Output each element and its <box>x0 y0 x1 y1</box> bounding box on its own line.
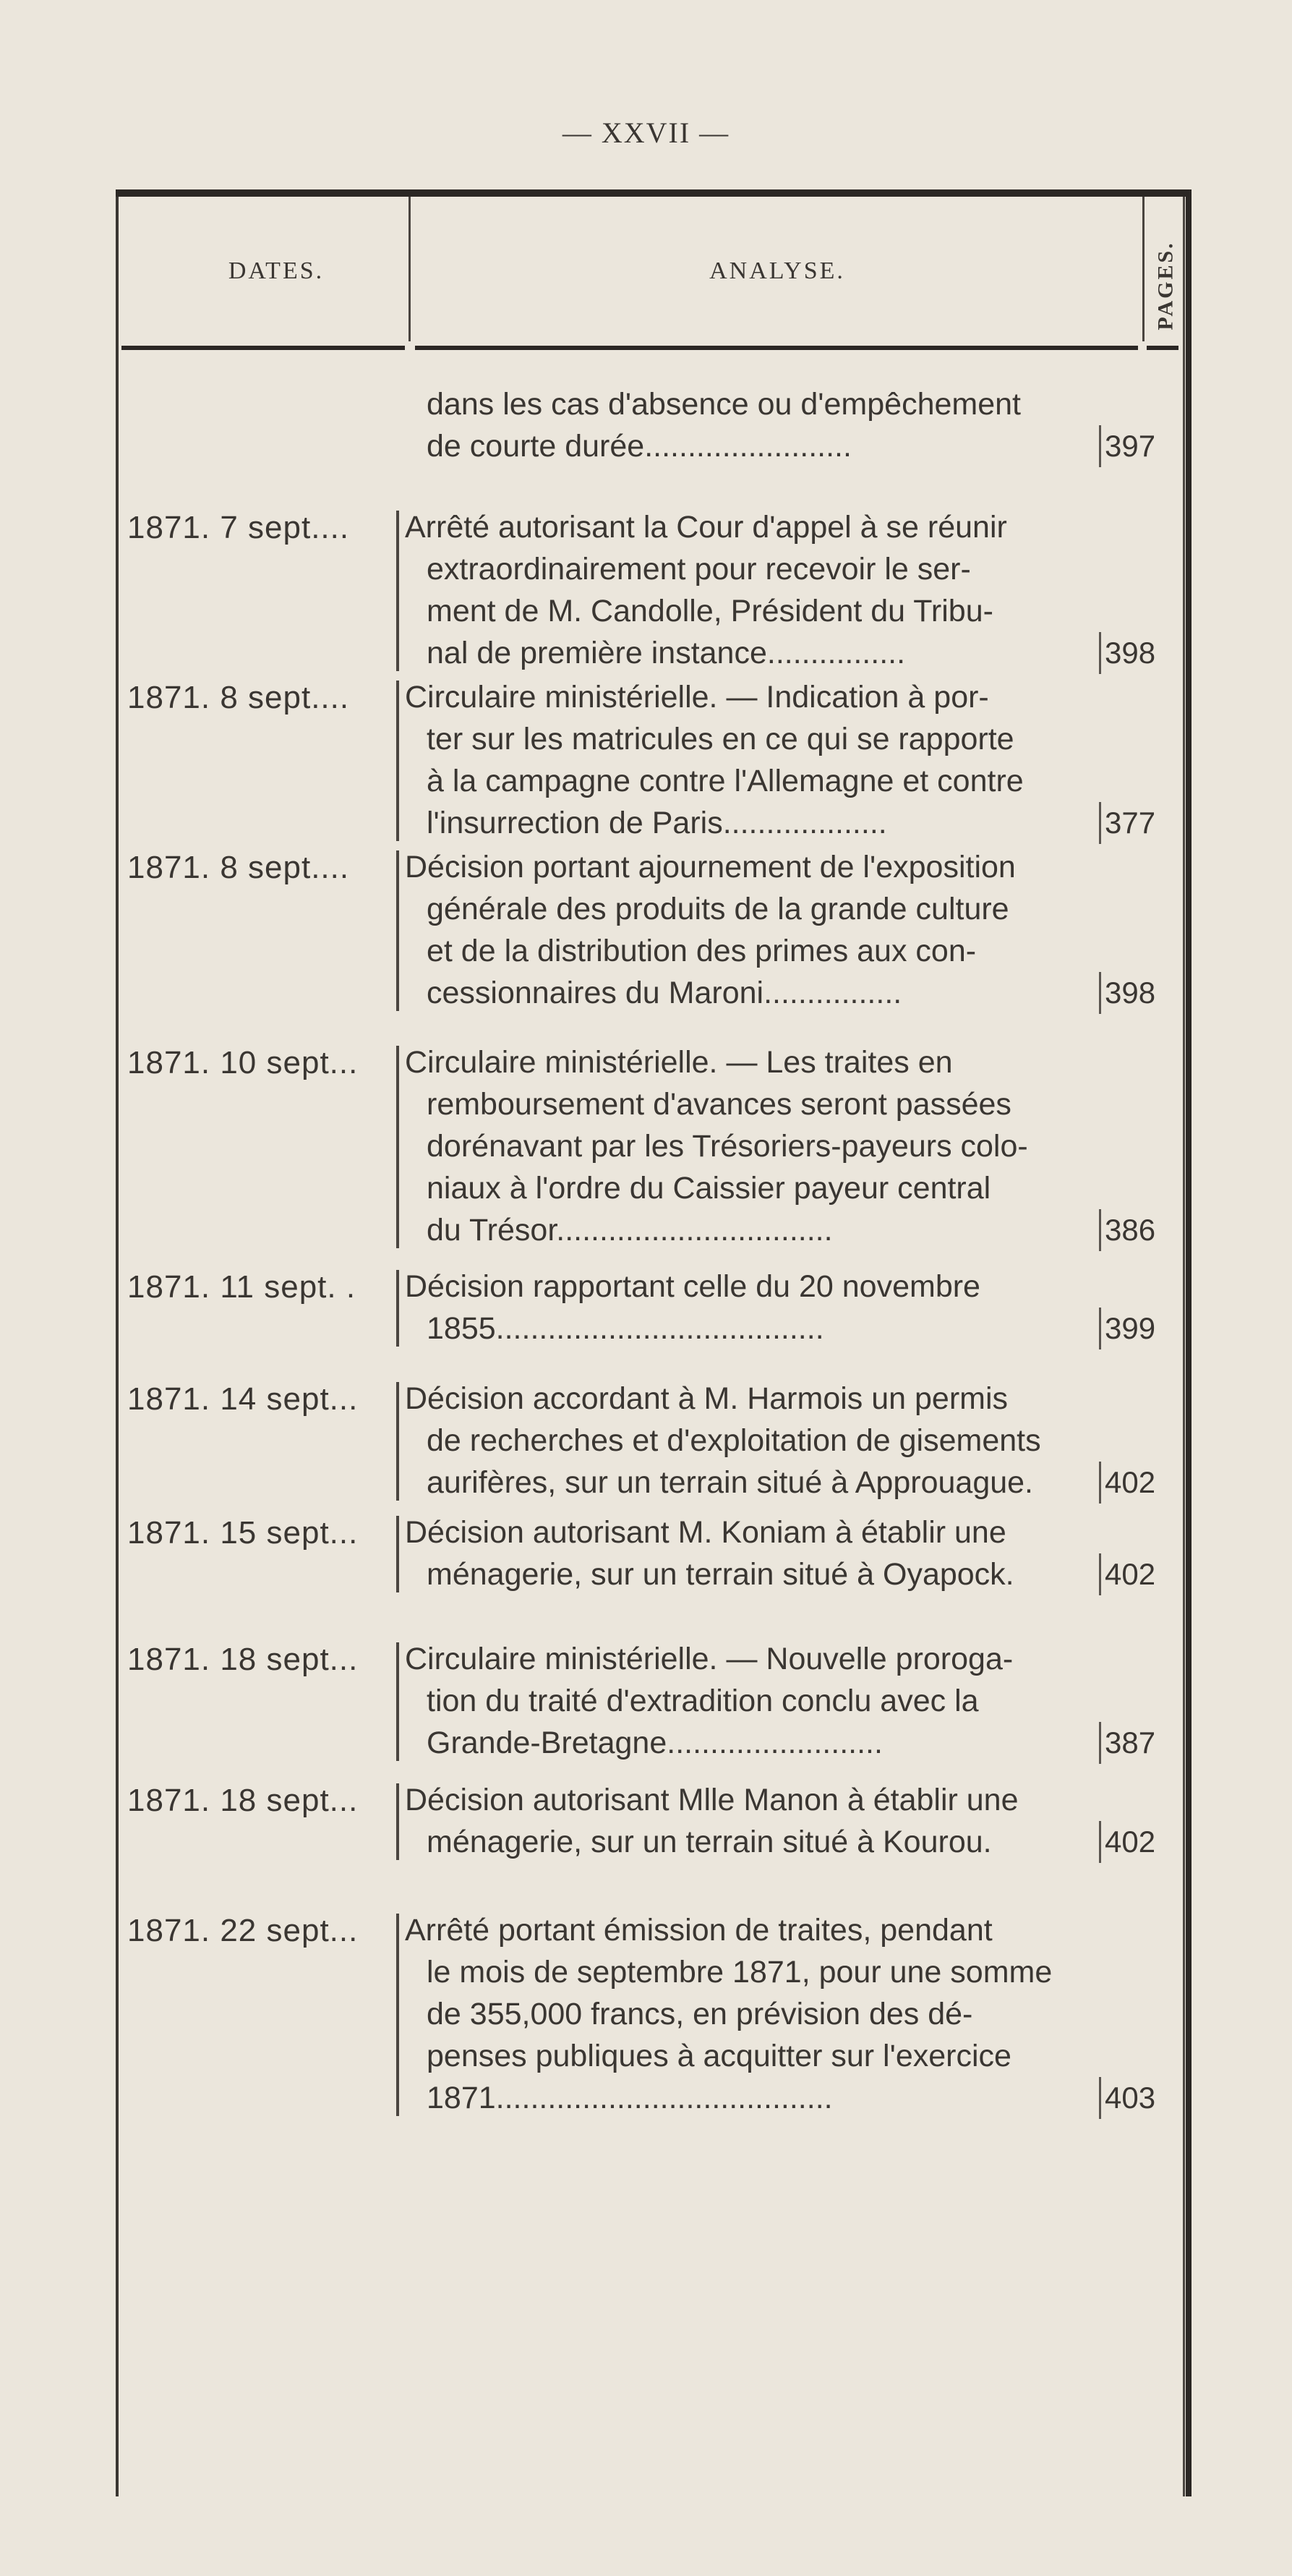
analysis-line: Circulaire ministérielle. — Nouvelle proroga- <box>405 1642 1014 1676</box>
right-inner-rule <box>1183 197 1185 2496</box>
entry-page-number: 386 <box>1105 1213 1156 1247</box>
analysis-line: Circulaire ministérielle. — Les traites en <box>405 1045 953 1080</box>
page-rule <box>1099 1462 1101 1504</box>
entry-page-number: 397 <box>1105 429 1156 463</box>
analysis-line: Arrêté autorisant la Cour d'appel à se réunir <box>405 510 1007 545</box>
entry-date: 1871. 22 sept... <box>127 1913 359 1948</box>
entry-date: 1871. 18 sept... <box>127 1783 359 1818</box>
column-header-pages: PAGES. <box>1154 241 1178 330</box>
entry-page-number: 402 <box>1105 1557 1156 1591</box>
analysis-line: du Trésor................................ <box>427 1213 833 1248</box>
entry-bracket <box>396 681 399 841</box>
entry-date: 1871. 8 sept.... <box>127 680 350 715</box>
entry-bracket <box>396 1516 399 1592</box>
page-rule <box>1099 1722 1101 1764</box>
entry-date: 1871. 10 sept... <box>127 1045 359 1080</box>
column-header-dates: DATES. <box>228 257 325 284</box>
page-rule <box>1099 802 1101 844</box>
entry-analysis <box>405 1041 1099 1251</box>
analysis-line: ménagerie, sur un terrain situé à Kourou. <box>427 1825 992 1859</box>
analysis-line: dans les cas d'absence ou d'empêchement <box>427 387 1021 422</box>
entry-bracket <box>396 850 399 1011</box>
entry-analysis <box>405 1266 1099 1349</box>
analysis-line: Circulaire ministérielle. — Indication à por- <box>405 680 989 715</box>
analysis-line: niaux à l'ordre du Caissier payeur central <box>427 1171 991 1206</box>
analysis-line: de courte durée........................ <box>427 429 852 464</box>
analysis-line: à la campagne contre l'Allemagne et contre <box>427 764 1024 798</box>
entry-page-number: 402 <box>1105 1465 1156 1499</box>
entry-page-number: 398 <box>1105 636 1156 670</box>
analysis-line: extraordinairement pour recevoir le ser- <box>427 552 971 587</box>
page-header: — XXVII — <box>562 116 730 149</box>
analysis-line: Décision accordant à M. Harmois un permis <box>405 1381 1009 1416</box>
analysis-line: Décision autorisant Mlle Manon à établir une <box>405 1783 1019 1817</box>
page-rule <box>1099 1209 1101 1251</box>
entry-analysis <box>405 1511 1099 1595</box>
page-rule <box>1099 425 1101 467</box>
analysis-line: cessionnaires du Maroni................ <box>427 976 902 1010</box>
analysis-line: et de la distribution des primes aux con- <box>427 934 977 968</box>
analysis-line: Grande-Bretagne......................... <box>427 1726 883 1760</box>
entry-date: 1871. 7 sept.... <box>127 510 350 545</box>
entry-analysis <box>405 1909 1099 2119</box>
column-header-analyse: ANALYSE. <box>709 257 845 284</box>
entry-page-number: 377 <box>1105 806 1156 840</box>
entry-analysis <box>405 676 1099 844</box>
analysis-line: ter sur les matricules en ce qui se rapporte <box>427 722 1014 756</box>
analysis-line: de 355,000 francs, en prévision des dé- <box>427 1997 973 2031</box>
analysis-line: 1871....................................... <box>427 2081 833 2115</box>
analysis-line: Arrêté portant émission de traites, pendant <box>405 1913 993 1948</box>
analysis-line: remboursement d'avances seront passées <box>427 1087 1011 1122</box>
analysis-line: nal de première instance................ <box>427 636 906 670</box>
entry-date: 1871. 14 sept... <box>127 1381 359 1417</box>
entry-analysis <box>405 1779 1099 1863</box>
entry-bracket <box>396 1046 399 1248</box>
analysis-line: penses publiques à acquitter sur l'exercice <box>427 2039 1011 2073</box>
analysis-line: Décision autorisant M. Koniam à établir une <box>405 1515 1006 1550</box>
page-rule <box>1099 2077 1101 2119</box>
page-rule <box>1099 972 1101 1014</box>
analysis-line: ménagerie, sur un terrain situé à Oyapock. <box>427 1557 1014 1592</box>
header-rule-dates <box>121 346 405 350</box>
entry-analysis <box>405 1378 1099 1504</box>
analysis-line: 1855...................................... <box>427 1311 824 1346</box>
page-rule <box>1099 1553 1101 1595</box>
entry-page-number: 402 <box>1105 1825 1156 1859</box>
analysis-line: ment de M. Candolle, Président du Tribu- <box>427 594 993 628</box>
entry-bracket <box>396 1914 399 2116</box>
entry-bracket <box>396 1783 399 1860</box>
entry-date: 1871. 18 sept... <box>127 1642 359 1677</box>
analysis-line: Décision portant ajournement de l'exposition <box>405 850 1016 884</box>
entry-page-number: 387 <box>1105 1726 1156 1760</box>
entry-bracket <box>396 1642 399 1761</box>
entry-analysis <box>405 846 1099 1014</box>
entry-date: 1871. 15 sept... <box>127 1515 359 1551</box>
entry-analysis <box>405 506 1099 674</box>
entry-bracket <box>396 511 399 671</box>
analysis-line: le mois de septembre 1871, pour une somme <box>427 1955 1053 1989</box>
analysis-line: de recherches et d'exploitation de gisements <box>427 1423 1041 1458</box>
entry-date: 1871. 11 sept. . <box>127 1269 356 1305</box>
page-rule <box>1099 632 1101 674</box>
analysis-line: générale des produits de la grande culture <box>427 892 1009 926</box>
entry-page-number: 399 <box>1105 1311 1156 1345</box>
entry-page-number: 398 <box>1105 976 1156 1010</box>
page-rule <box>1099 1308 1101 1349</box>
entry-analysis <box>405 1638 1099 1764</box>
page-rule <box>1099 1821 1101 1863</box>
analysis-line: l'insurrection de Paris................... <box>427 806 887 840</box>
entry-page-number: 403 <box>1105 2081 1156 2115</box>
analysis-line: Décision rapportant celle du 20 novembre <box>405 1269 980 1304</box>
entry-date: 1871. 8 sept.... <box>127 850 350 885</box>
analysis-line: tion du traité d'extradition conclu avec la <box>427 1684 979 1718</box>
analysis-line: dorénavant par les Trésoriers-payeurs colo- <box>427 1129 1028 1164</box>
analysis-line: aurifères, sur un terrain situé à Approuague. <box>427 1465 1034 1500</box>
entry-bracket <box>396 1382 399 1501</box>
header-rule-analyse <box>415 346 1138 350</box>
entry-bracket <box>396 1270 399 1347</box>
header-rule-pages <box>1147 346 1178 350</box>
dates-column-separator <box>408 197 411 341</box>
entry-analysis <box>405 383 1099 467</box>
